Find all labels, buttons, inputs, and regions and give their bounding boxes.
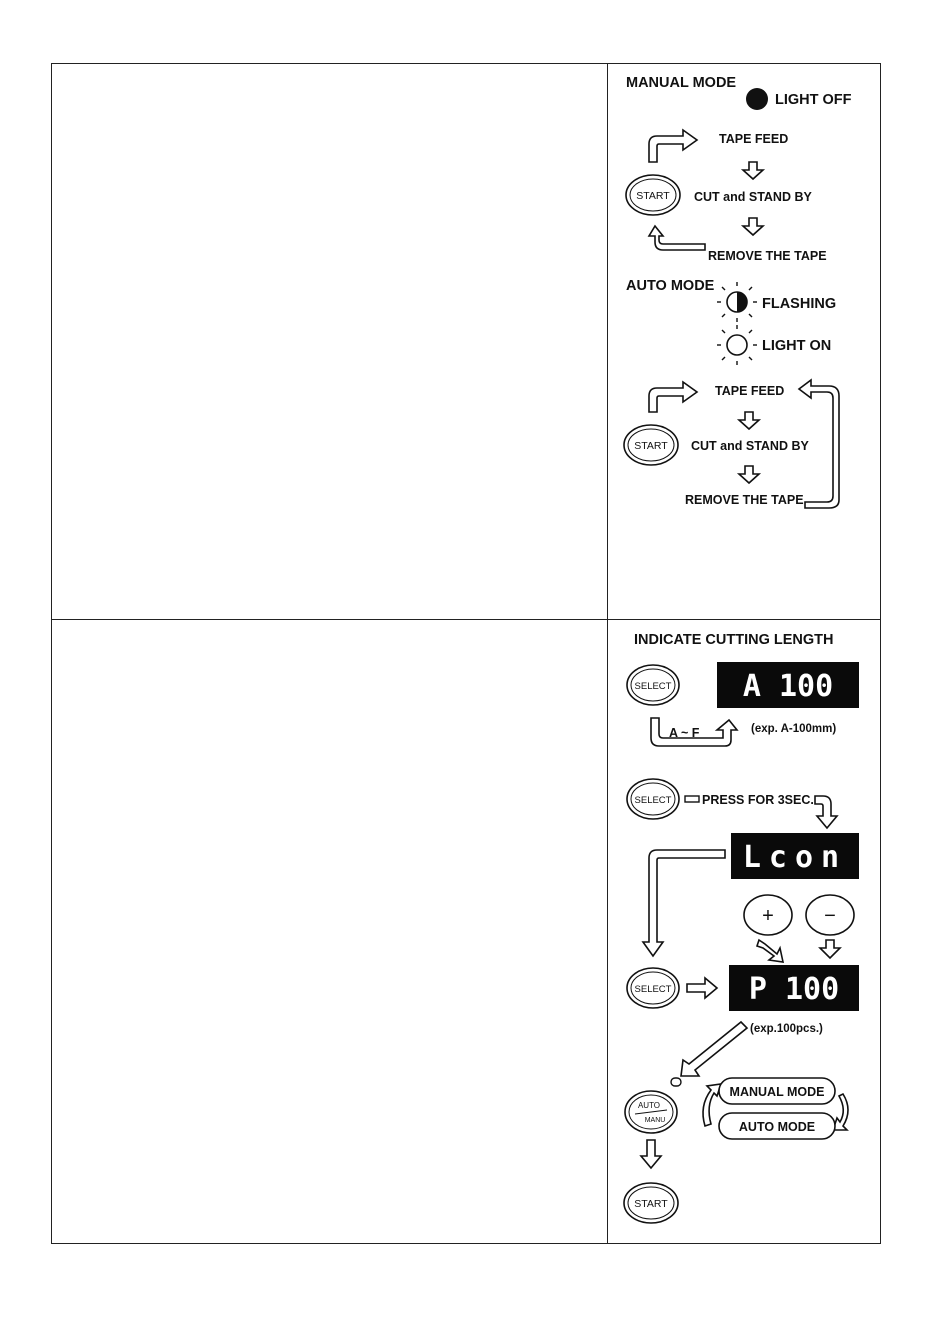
plus-label: + <box>762 905 774 927</box>
select-label: SELECT <box>634 984 672 995</box>
long-down-arrow-icon <box>643 850 725 956</box>
auto-step-tape-feed: TAPE FEED <box>715 384 785 398</box>
right-arrow-icon <box>687 978 717 998</box>
count-example-label: (exp.100pcs.) <box>750 1023 823 1035</box>
auto-mode-title: AUTO MODE <box>626 278 715 294</box>
diagonal-arrow-icon <box>757 940 783 962</box>
auto-mode-pill-label: AUTO MODE <box>738 1120 816 1134</box>
column-divider <box>607 63 608 1244</box>
diagonal-long-arrow-icon <box>681 1022 747 1076</box>
minus-button[interactable] <box>806 895 854 935</box>
select-confirm-button[interactable] <box>627 968 679 1008</box>
select-label: SELECT <box>634 681 672 692</box>
light-on-label: LIGHT ON <box>762 338 832 354</box>
down-arrow-icon <box>820 940 840 958</box>
down-arrow-icon <box>743 162 763 179</box>
illustration-panel <box>609 64 879 1242</box>
auto-manu-button[interactable] <box>625 1091 677 1133</box>
down-arrow-icon <box>739 466 759 483</box>
cutting-length-section <box>627 632 859 746</box>
manu-label: MANU <box>644 1117 666 1124</box>
auto-start-label: START <box>634 440 668 452</box>
auto-mode-section <box>624 278 839 508</box>
length-example-label: (exp. A-100mm) <box>751 723 837 735</box>
light-off-label: LIGHT OFF <box>775 92 852 108</box>
manual-start-label: START <box>636 190 670 202</box>
auto-step-remove-tape: REMOVE THE TAPE <box>685 493 804 507</box>
dash-icon <box>685 796 699 802</box>
down-arrow-icon <box>641 1140 661 1168</box>
manual-mode-title: MANUAL MODE <box>626 75 737 91</box>
light-on-icon <box>717 325 757 365</box>
auto-start-button[interactable] <box>624 425 678 465</box>
light-off-icon <box>746 88 768 110</box>
curve-arrow-icon <box>815 796 837 828</box>
manual-mode-pill <box>719 1078 835 1104</box>
manual-step-cut-stand-by: CUT and STAND BY <box>694 190 812 204</box>
final-start-label: START <box>634 1198 668 1210</box>
loop-arrow-icon <box>649 130 697 162</box>
manual-mode-section <box>626 75 852 263</box>
left-cell-top <box>53 66 605 617</box>
count-display-value: P 100 <box>748 972 840 1007</box>
manual-mode-pill-label: MANUAL MODE <box>729 1085 825 1099</box>
count-setting-section <box>624 779 859 1223</box>
range-label: A ~ F <box>669 726 700 740</box>
lcon-display-value: Lcon <box>742 840 848 875</box>
plus-button[interactable] <box>744 895 792 935</box>
auto-mode-pill <box>719 1113 835 1139</box>
manual-step-remove-tape: REMOVE THE TAPE <box>708 249 827 263</box>
down-arrow-icon <box>739 412 759 429</box>
manual-step-tape-feed: TAPE FEED <box>719 132 789 146</box>
loop-arrow-icon <box>649 382 697 412</box>
press-3sec-label: PRESS FOR 3SEC. <box>702 793 814 807</box>
auto-step-cut-stand-by: CUT and STAND BY <box>691 439 809 453</box>
manual-start-button[interactable] <box>626 175 680 215</box>
mode-led-icon <box>671 1078 681 1086</box>
final-start-button[interactable] <box>624 1183 678 1223</box>
cutting-length-title: INDICATE CUTTING LENGTH <box>634 632 834 648</box>
minus-label: − <box>824 905 836 927</box>
flashing-light-icon <box>717 282 757 322</box>
flashing-label: FLASHING <box>762 296 837 312</box>
left-cell-bottom <box>53 622 605 1242</box>
select-button[interactable] <box>627 665 679 705</box>
auto-label: AUTO <box>637 1101 661 1110</box>
down-arrow-icon <box>743 218 763 235</box>
return-arrow-icon <box>649 226 705 250</box>
select-label: SELECT <box>634 795 672 806</box>
length-display-value: A 100 <box>742 669 834 704</box>
select-hold-button[interactable] <box>627 779 679 819</box>
